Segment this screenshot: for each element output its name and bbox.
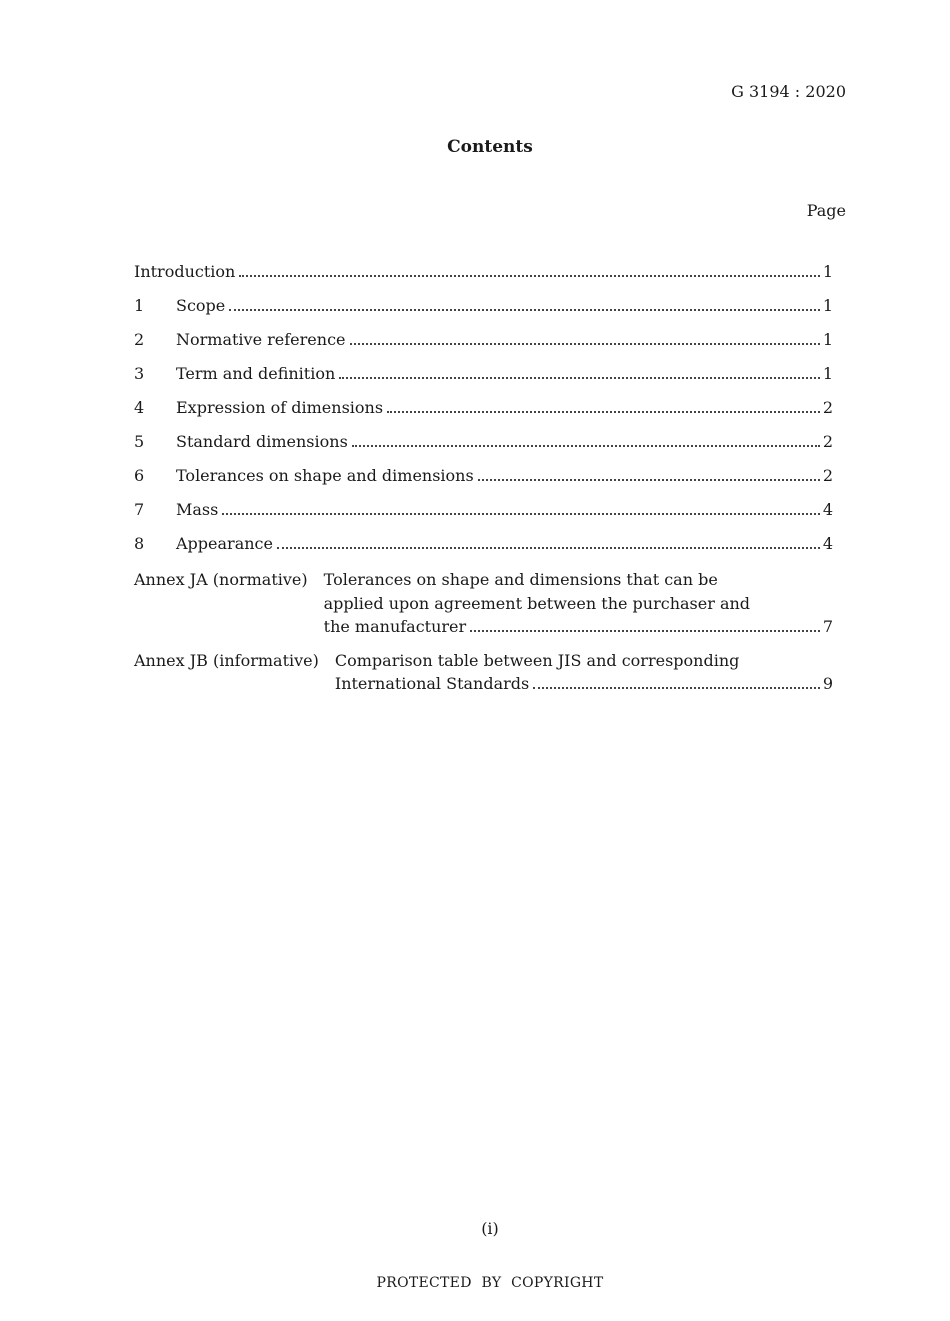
dot-leader [239,275,819,277]
toc-entry-standard-dimensions[interactable] [134,432,833,466]
toc-entry-page: 2 [822,432,833,451]
toc-entry-title: Mass [176,500,219,519]
dot-leader [229,309,820,311]
toc-entry-page: 1 [822,296,833,315]
toc-entry-title: Term and definition [176,364,336,383]
toc-entry-page: 9 [822,674,833,693]
toc-entry-title: Tolerances on shape and dimensions [176,466,474,485]
toc-entry-title: Scope [176,296,226,315]
toc-entry-appearance[interactable] [134,534,833,568]
doc-code: G 3194 : 2020 [731,82,846,101]
toc-entry-introduction[interactable] [134,262,833,296]
toc-entry-tolerances[interactable] [134,466,833,500]
dot-leader [352,445,820,447]
toc-entry-page: 1 [822,330,833,349]
toc-entry-page: 4 [822,500,833,519]
toc-entry-number: 7 [134,500,145,519]
table-of-contents [134,262,833,696]
toc-entry-page: 7 [822,617,833,636]
annex-title-line: applied upon agreement between the purchaser and [323,593,751,613]
annex-title-line: International Standards [334,674,530,693]
toc-entry-expression-of-dimensions[interactable] [134,398,833,432]
dot-leader [222,513,819,515]
toc-entry-title: Expression of dimensions [176,398,384,417]
toc-entry-annex-ja[interactable] [134,568,833,639]
annex-title-line: Comparison table between JIS and corresponding [334,650,740,670]
annex-title-line: Tolerances on shape and dimensions that can be [323,570,718,589]
toc-entry-number: 4 [134,398,145,417]
page-column-label: Page [806,201,846,220]
toc-entry-page: 4 [822,534,833,553]
toc-entry-number: 1 [134,296,145,315]
toc-entry-term-and-definition[interactable] [134,364,833,398]
annex-label: Annex JA (normative) [134,570,308,589]
toc-entry-mass[interactable] [134,500,833,534]
toc-entry-normative-reference[interactable] [134,330,833,364]
toc-entry-number: 3 [134,364,145,383]
dot-leader [470,630,820,632]
toc-entry-number: 8 [134,534,145,553]
annex-label: Annex JB (informative) [134,650,319,670]
toc-entry-annex-jb[interactable] [134,649,833,696]
toc-entry-page: 1 [822,364,833,383]
dot-leader [277,547,820,549]
dot-leader [533,687,820,689]
annex-title-line: the manufacturer [323,617,467,636]
toc-entry-page: 2 [822,398,833,417]
toc-entry-page: 2 [822,466,833,485]
dot-leader [387,411,820,413]
page-number: (i) [481,1219,499,1238]
toc-entry-title: Standard dimensions [176,432,348,451]
contents-title: Contents [447,137,533,157]
toc-entry-title: Appearance [176,534,273,553]
toc-entry-number: 6 [134,466,145,485]
toc-entry-number: 5 [134,432,145,451]
dot-leader [350,343,820,345]
toc-entry-page: 1 [822,262,833,281]
dot-leader [478,479,820,481]
toc-entry-title: Normative reference [176,330,346,349]
toc-entry-title: Introduction [134,262,236,281]
dot-leader [339,377,820,379]
toc-entry-number: 2 [134,330,145,349]
copyright-notice: PROTECTED BY COPYRIGHT [376,1275,604,1291]
toc-entry-scope[interactable] [134,296,833,330]
